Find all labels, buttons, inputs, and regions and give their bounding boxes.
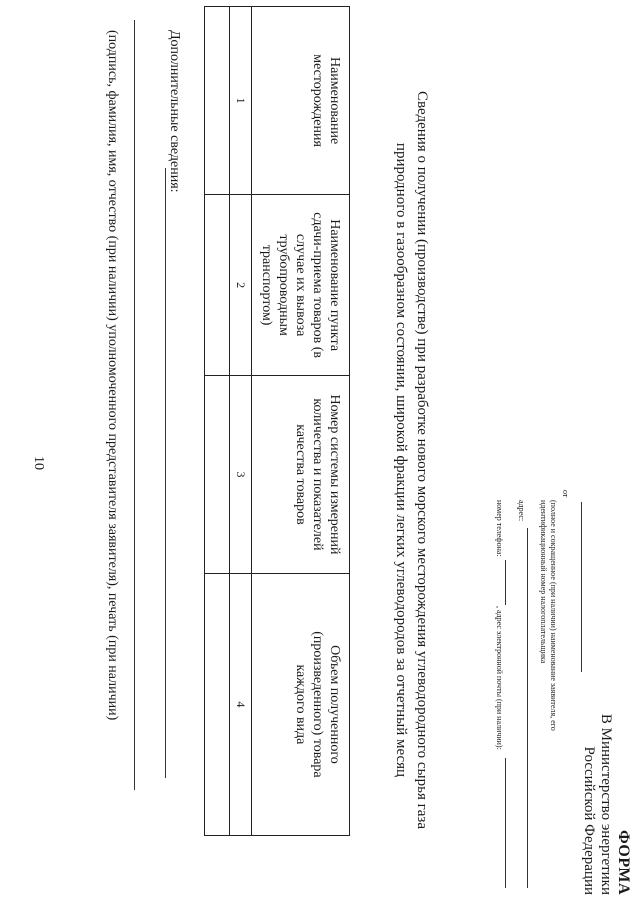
signature-line xyxy=(134,20,135,790)
column-number: 3 xyxy=(230,376,252,574)
header-cell: Объем полученного (произведенного) товара каждого вида xyxy=(252,573,350,835)
from-line xyxy=(581,502,582,672)
name-caption-2: идентификационный номер налогоплательщика xyxy=(539,500,548,664)
report-title xyxy=(390,70,432,850)
header-cell: Наименование месторождения xyxy=(252,7,350,195)
table-cell xyxy=(205,573,230,835)
title-line-2: природного в газообразном состоянии, широкой фракции легких углеводородов за отчетный месяц xyxy=(393,142,409,778)
signature-caption: (подпись, фамилия, имя, отчество (при наличии) уполномоченного представителя заявителя), печать (при наличии) xyxy=(105,30,120,721)
table-row xyxy=(205,7,230,836)
name-caption-1: (полное и сокращенное (при наличии) наименование заявителя, его xyxy=(549,500,558,731)
form-label: ФОРМА xyxy=(615,829,632,895)
address-line xyxy=(527,528,528,888)
data-table xyxy=(204,6,350,836)
column-number: 2 xyxy=(230,195,252,376)
column-number: 4 xyxy=(230,573,252,835)
header-cell: Наименование пункта сдачи-приема товаров (в случае их вывоза трубопроводным транспортом) xyxy=(252,195,350,376)
recipient-block xyxy=(580,620,614,895)
recipient-line-1: В Министерство энергетики xyxy=(598,713,614,895)
title-line-1: Сведения о получении (производстве) при разработке нового морского месторождения углеводородного сырья газа xyxy=(414,90,430,830)
table-cell xyxy=(205,376,230,574)
additional-info-label: Дополнительные сведения: xyxy=(167,30,182,193)
table-cell xyxy=(205,195,230,376)
table-cell xyxy=(205,7,230,195)
page-number: 10 xyxy=(31,456,46,470)
header-cell: Номер системы измерений количества и показателей качества товаров xyxy=(252,376,350,574)
email-label: , адрес электронной почты (при наличии): xyxy=(495,606,504,750)
additional-info-line xyxy=(165,168,166,778)
address-label: адрес: xyxy=(517,500,526,522)
phone-line xyxy=(505,560,506,605)
recipient-line-2: Российской Федерации xyxy=(581,746,597,895)
email-line xyxy=(505,758,506,888)
phone-label: номер телефона: xyxy=(495,500,504,557)
from-label: от xyxy=(561,490,570,498)
column-number: 1 xyxy=(230,7,252,195)
table-number-row xyxy=(230,7,252,836)
table-header-row xyxy=(252,7,350,836)
